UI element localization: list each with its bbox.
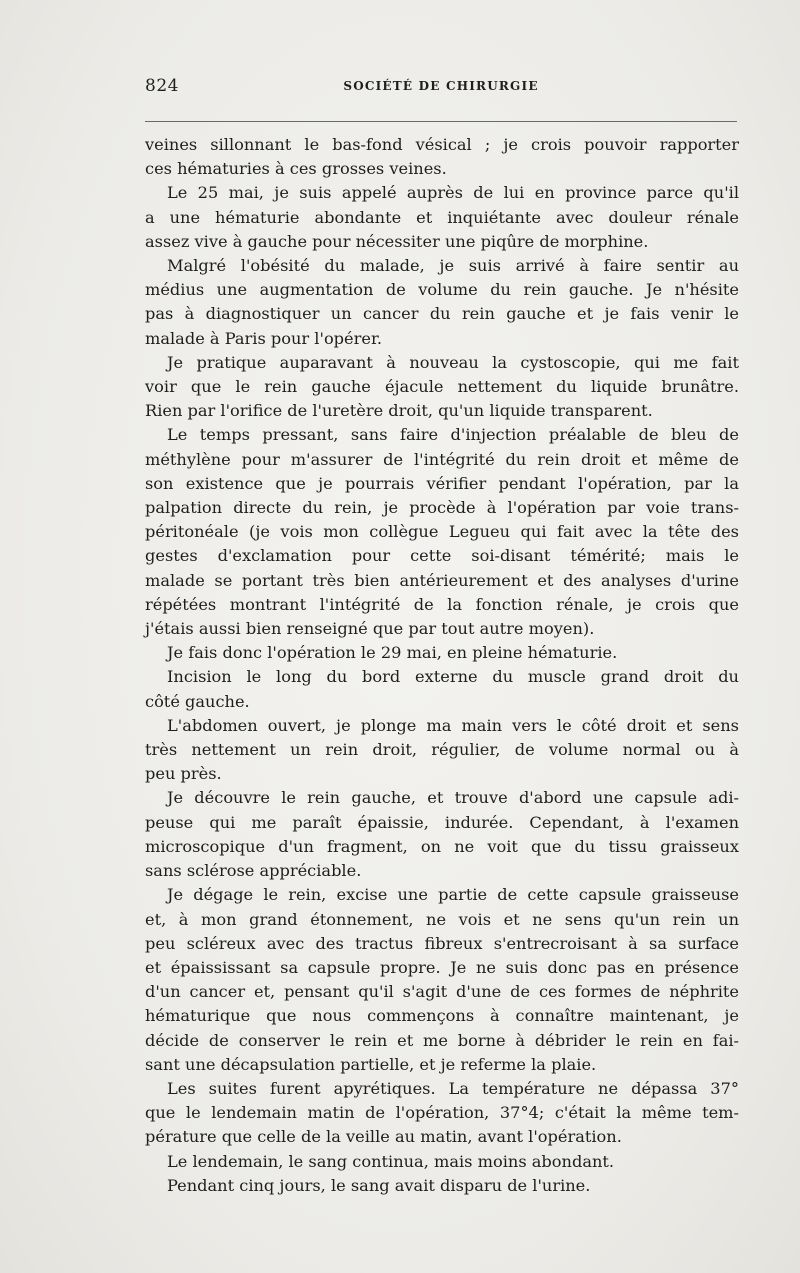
text-line: Les suites furent apyrétiques. La température ne dépassa 37°	[167, 1078, 739, 1098]
text-line: répétées montrant l'intégrité de la fonction rénale, je crois que	[145, 594, 739, 614]
text-line: j'étais aussi bien renseigné que par tout autre moyen).	[145, 619, 595, 639]
running-title: SOCIÉTÉ DE CHIRURGIE	[343, 79, 539, 93]
text-line: peuse qui me paraît épaissie, indurée. Cependant, à l'examen	[145, 812, 739, 832]
text-line: que le lendemain matin de l'opération, 37°4; c'était la même tem-	[145, 1103, 739, 1123]
text-line: Je dégage le rein, excise une partie de cette capsule graisseuse	[167, 885, 739, 905]
text-line: ces hématuries à ces grosses veines.	[145, 159, 447, 179]
text-line: voir que le rein gauche éjacule nettement du liquide brunâtre.	[145, 377, 739, 397]
text-line: d'un cancer et, pensant qu'il s'agit d'une de ces formes de néphrite	[145, 982, 739, 1002]
text-line: veines sillonnant le bas-fond vésical ; je crois pouvoir rapporter	[145, 135, 739, 154]
text-line: Je fais donc l'opération le 29 mai, en pleine hématurie.	[167, 643, 618, 663]
text-line: sans sclérose appréciable.	[145, 861, 362, 881]
text-line: malade se portant très bien antérieurement et des analyses d'urine	[145, 570, 739, 590]
text-line: Rien par l'orifice de l'uretère droit, qu'un liquide transparent.	[145, 401, 653, 421]
page-number: 824	[145, 76, 179, 96]
text-line: et épaississant sa capsule propre. Je ne suis donc pas en présence	[145, 957, 739, 977]
text-line: peu scléreux avec des tractus fibreux s'entrecroisant à sa surface	[145, 933, 739, 953]
text-line: Le lendemain, le sang continua, mais moins abondant.	[167, 1151, 615, 1171]
text-line: assez vive à gauche pour nécessiter une piqûre de morphine.	[145, 231, 649, 251]
text-line: Pendant cinq jours, le sang avait disparu de l'urine.	[167, 1175, 591, 1195]
text-line: peu près.	[145, 764, 222, 784]
text-line: Incision le long du bord externe du muscle grand droit du	[167, 667, 739, 687]
text-line: péritonéale (je vois mon collègue Legueu qui fait avec la tête des	[145, 522, 739, 542]
text-line: pérature que celle de la veille au matin, avant l'opération.	[145, 1127, 622, 1147]
text-line: malade à Paris pour l'opérer.	[145, 328, 383, 348]
text-line: Malgré l'obésité du malade, je suis arrivé à faire sentir au	[167, 256, 739, 276]
text-line: Je découvre le rein gauche, et trouve d'abord une capsule adi-	[167, 788, 739, 808]
text-line: méthylène pour m'assurer de l'intégrité du rein droit et même de	[145, 449, 739, 469]
text-line: et, à mon grand étonnement, ne vois et ne sens qu'un rein un	[145, 909, 739, 929]
header-rule	[145, 121, 737, 122]
text-line: palpation directe du rein, je procède à l'opération par voie trans-	[145, 498, 739, 518]
text-line: très nettement un rein droit, régulier, de volume normal ou à	[145, 740, 739, 760]
text-line: gestes d'exclamation pour cette soi-disant témérité; mais le	[145, 546, 739, 566]
text-line: a une hématurie abondante et inquiétante avec douleur rénale	[145, 207, 739, 227]
text-line: Le 25 mai, je suis appelé auprès de lui en province parce qu'il	[167, 183, 739, 203]
text-line: hématurique que nous commençons à connaître maintenant, je	[145, 1006, 739, 1026]
text-line: sant une décapsulation partielle, et je referme la plaie.	[145, 1054, 597, 1074]
text-line: médius une augmentation de volume du rein gauche. Je n'hésite	[145, 280, 739, 300]
body-text	[145, 133, 739, 1198]
text-line: L'abdomen ouvert, je plonge ma main vers le côté droit et sens	[167, 715, 739, 735]
text-line: son existence que je pourrais vérifier pendant l'opération, par la	[145, 473, 739, 493]
text-line: Je pratique auparavant à nouveau la cystoscopie, qui me fait	[167, 352, 739, 372]
page-header	[145, 76, 737, 100]
text-line: décide de conserver le rein et me borne à débrider le rein en fai-	[145, 1030, 739, 1050]
text-line: Le temps pressant, sans faire d'injection préalable de bleu de	[167, 425, 739, 445]
text-line: pas à diagnostiquer un cancer du rein gauche et je fais venir le	[145, 304, 739, 324]
text-line: côté gauche.	[145, 691, 250, 711]
text-line: microscopique d'un fragment, on ne voit que du tissu graisseux	[145, 836, 739, 856]
